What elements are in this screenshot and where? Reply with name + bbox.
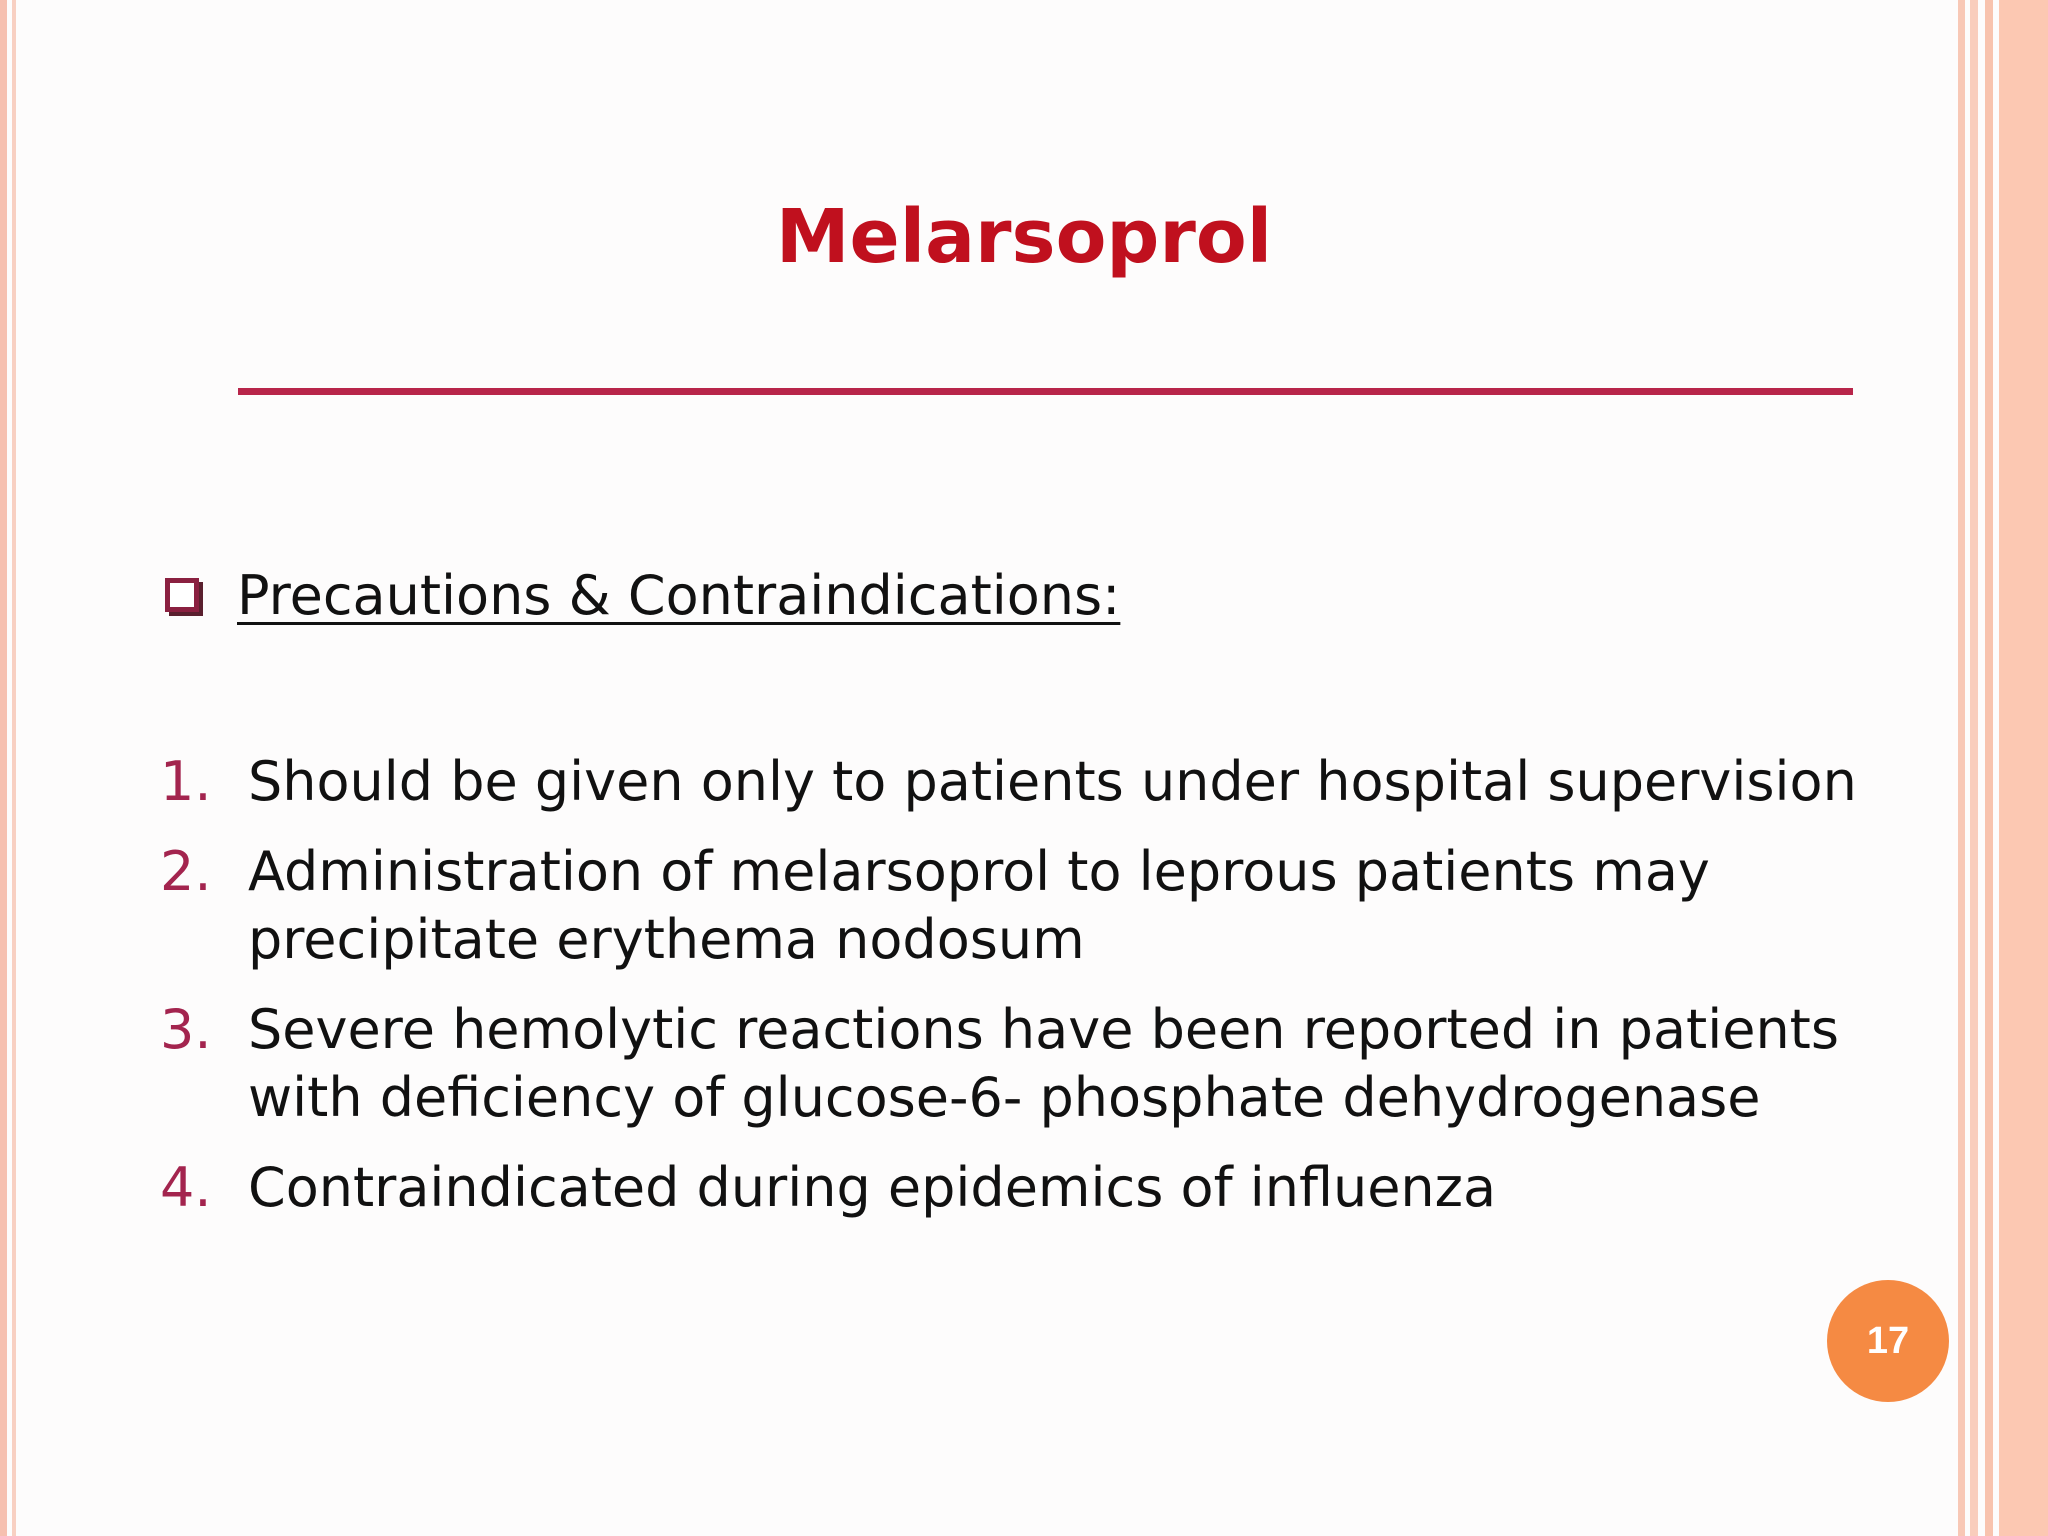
slide-title: Melarsoprol	[775, 194, 1273, 280]
list-item	[160, 996, 1920, 1132]
list-item	[160, 1154, 1920, 1222]
precautions-list	[160, 748, 1920, 1244]
list-item-number: 4.	[160, 1156, 212, 1219]
section-heading-text: Precautions & Contraindications:	[237, 563, 1121, 627]
list-item	[160, 838, 1920, 974]
list-item-number: 3.	[160, 998, 212, 1061]
list-item-text: Administration of melarsoprol to leprous patients may precipitate erythema nodosum	[248, 840, 1710, 971]
section-heading	[165, 560, 1120, 630]
page-number-badge: 17	[1827, 1280, 1949, 1402]
list-item-text: Contraindicated during epidemics of influenza	[248, 1156, 1497, 1219]
list-item-text: Severe hemolytic reactions have been reported in patients with deficiency of glucose-6- phosphate dehydrogenase	[248, 998, 1839, 1129]
list-item-text: Should be given only to patients under hospital supervision	[248, 750, 1857, 813]
checkbox-square-icon	[165, 578, 199, 612]
list-item-number: 1.	[160, 750, 212, 813]
title-divider	[238, 388, 1853, 395]
list-item-number: 2.	[160, 840, 212, 903]
list-item	[160, 748, 1920, 816]
